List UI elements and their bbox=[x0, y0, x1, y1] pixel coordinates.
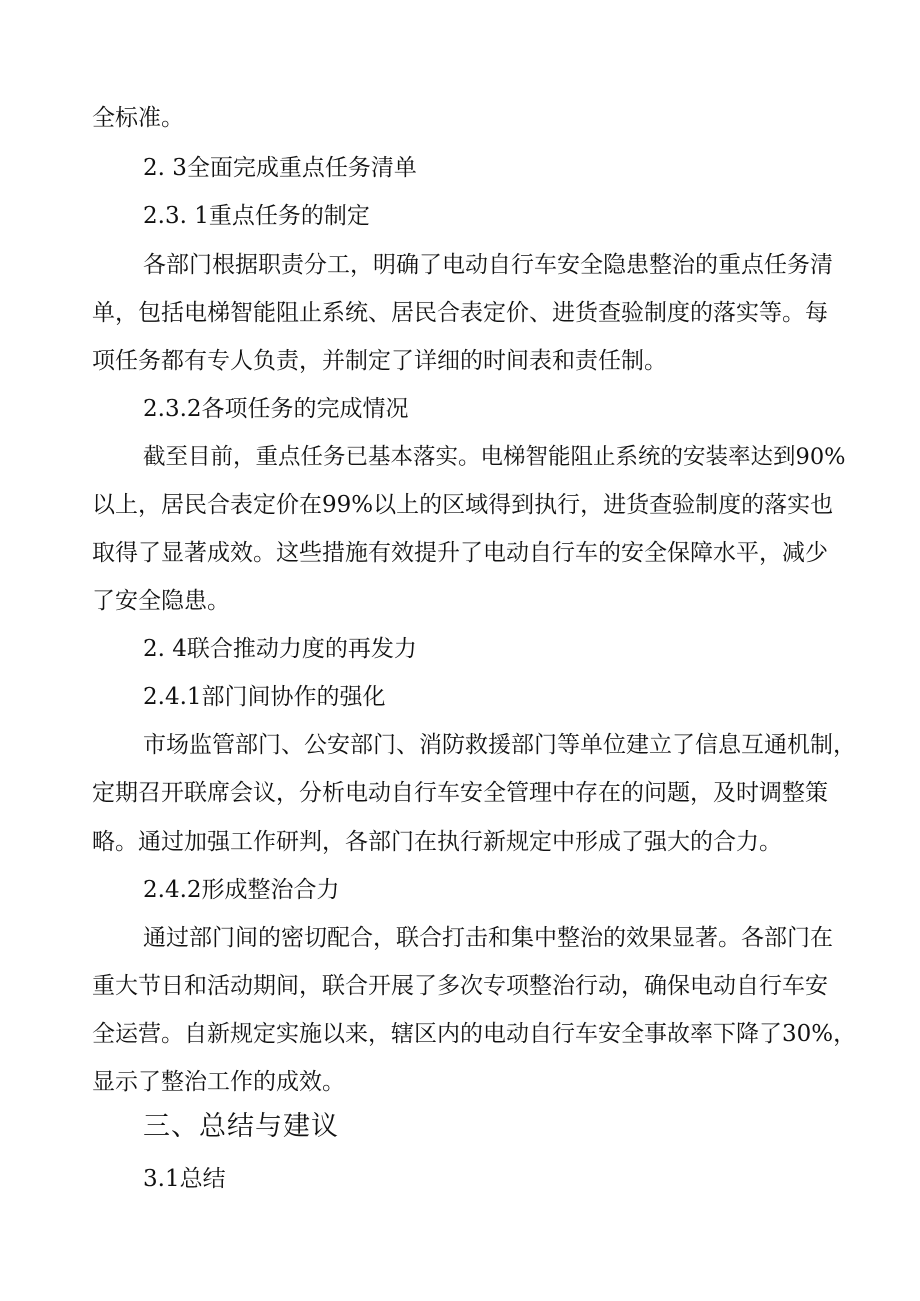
paragraph-line: 显示了整治工作的成效。 bbox=[92, 1069, 345, 1095]
paragraph-line: 了安全隐患。 bbox=[92, 588, 230, 614]
paragraph-line: 略。通过加强工作研判，各部门在执行新规定中形成了强大的合力。 bbox=[92, 829, 782, 855]
paragraph-line: 全运营。自新规定实施以来，辖区内的电动自行车安全事故率下降了30%， bbox=[92, 1021, 857, 1047]
paragraph-line: 通过部门间的密切配合，联合打击和集中整治的效果显著。各部门在 bbox=[143, 925, 833, 951]
paragraph-line: 截至目前，重点任务已基本落实。电梯智能阻止系统的安装率达到90% bbox=[143, 444, 846, 470]
paragraph-line: 单，包括电梯智能阻止系统、居民合表定价、进货查验制度的落实等。每 bbox=[92, 300, 828, 326]
subsection-heading: 3.1总结 bbox=[143, 1166, 226, 1192]
paragraph-line: 取得了显著成效。这些措施有效提升了电动自行车的安全保障水平，减少 bbox=[92, 540, 828, 566]
paragraph-line: 市场监管部门、公安部门、消防救援部门等单位建立了信息互通机制， bbox=[143, 732, 856, 758]
paragraph-line: 项任务都有专人负责，并制定了详细的时间表和责任制。 bbox=[92, 348, 667, 374]
subsection-heading: 2.4.2形成整治合力 bbox=[143, 877, 340, 903]
section-heading: 2. 4联合推动力度的再发力 bbox=[143, 636, 417, 662]
subsection-heading: 2.3.2各项任务的完成情况 bbox=[143, 396, 409, 422]
section-heading: 2. 3全面完成重点任务清单 bbox=[143, 155, 417, 181]
subsection-heading: 2.4.1部门间协作的强化 bbox=[143, 684, 386, 710]
paragraph-line: 各部门根据职责分工，明确了电动自行车安全隐患整治的重点任务清 bbox=[143, 252, 833, 278]
paragraph-line: 重大节日和活动期间，联合开展了多次专项整治行动，确保电动自行车安 bbox=[92, 973, 828, 999]
paragraph-line: 全标准。 bbox=[92, 105, 184, 131]
paragraph-line: 定期召开联席会议，分析电动自行车安全管理中存在的问题，及时调整策 bbox=[92, 780, 828, 806]
subsection-heading: 2.3. 1重点任务的制定 bbox=[143, 203, 370, 229]
chapter-heading: 三、总结与建议 bbox=[143, 1111, 339, 1142]
paragraph-line: 以上，居民合表定价在99%以上的区域得到执行，进货查验制度的落实也 bbox=[92, 492, 834, 518]
